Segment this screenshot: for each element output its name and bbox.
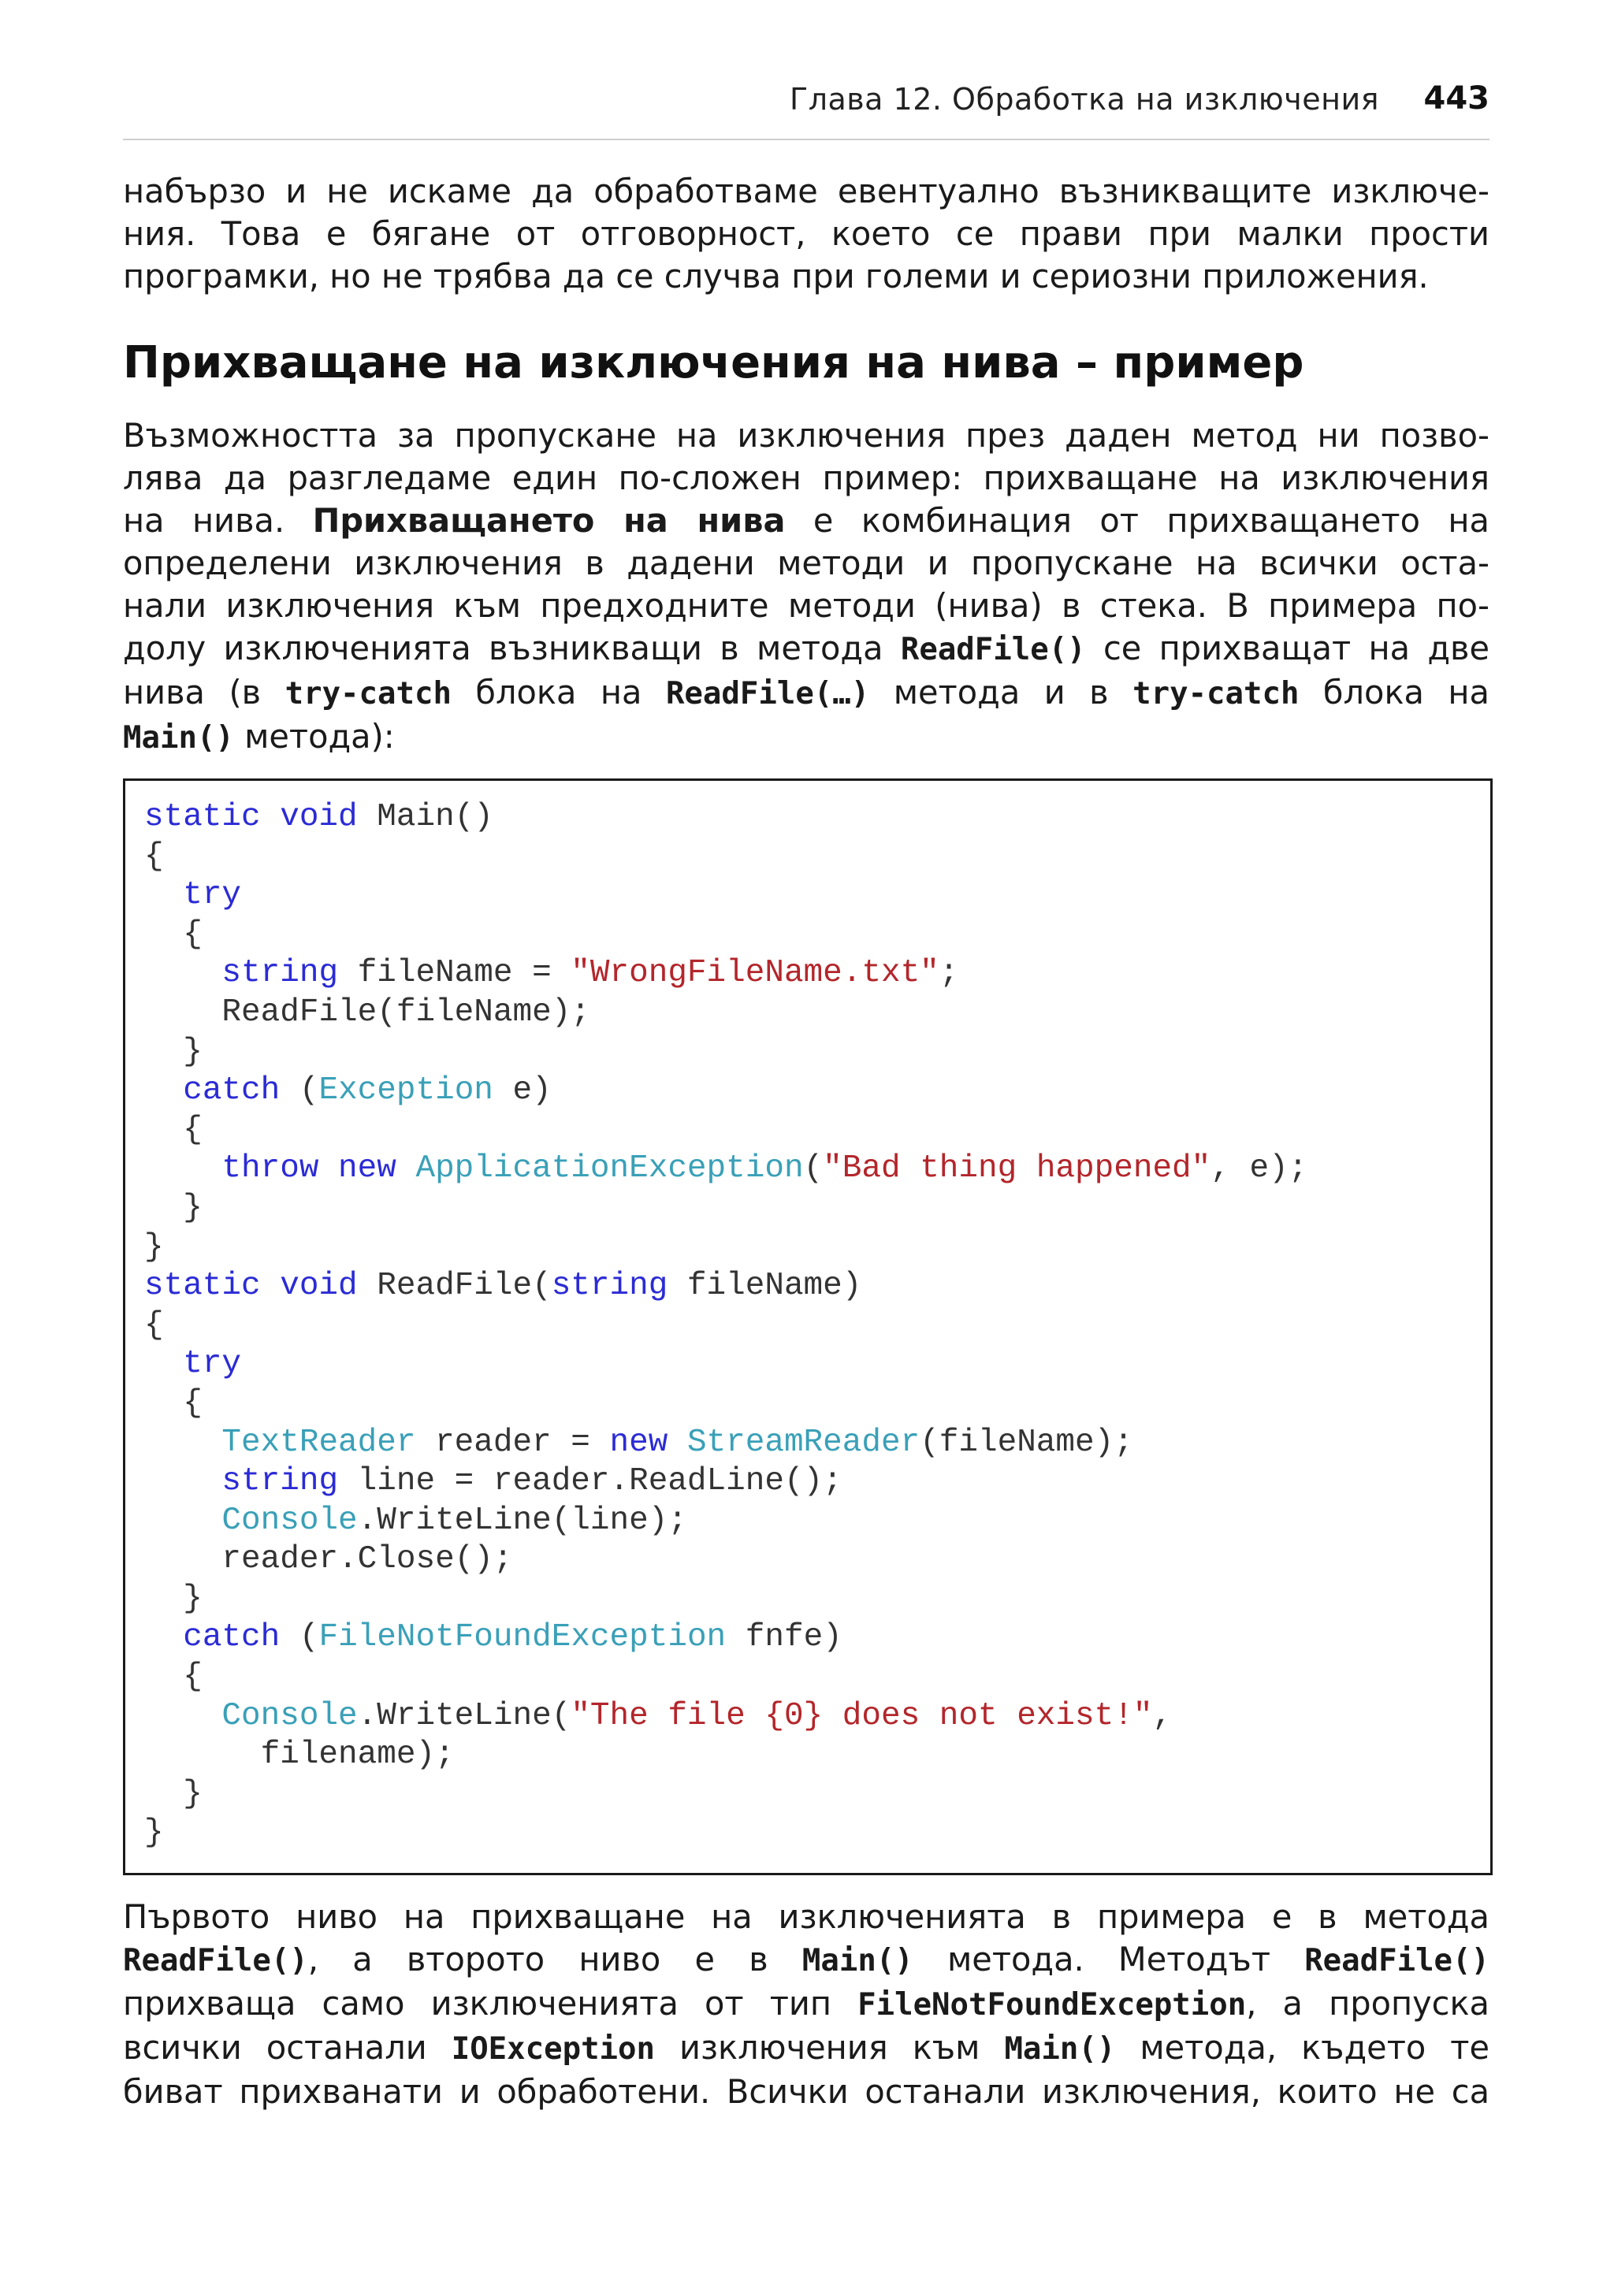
code-block: static void Main() { try { string fileName = "WrongFileName.txt"; ReadFile(fileName); } catch (Exception e) { throw new ApplicationException("Bad thing happened", e); } } static void ReadFile(string fileName) { try { TextReader reader = new StreamReader(fileName); string line = reader.ReadLine(); Console.WriteLine(line); reader.Close(); } catch (FileNotFoundException fnfe) { Console.WriteLine("The file {0} does not exist!", filename); } } bbox=[144, 799, 1308, 1852]
text-line: определени изключения в дадени методи и пропускане на всички оста- bbox=[123, 544, 1489, 582]
text-line: Първото ниво на прихващане на изключенията в примера е в метода bbox=[123, 1897, 1489, 1936]
page-number: 443 bbox=[1423, 80, 1489, 117]
followup-paragraph bbox=[123, 1896, 1489, 2113]
inline-code: IOException bbox=[451, 2031, 655, 2067]
inline-code: ReadFile() bbox=[1304, 1943, 1489, 1978]
text-line: биват прихванати и обработени. Всички останали изключения, които не са bbox=[123, 2072, 1489, 2111]
section-heading: Прихващане на изключения на нива – пример bbox=[123, 337, 1304, 388]
text-line: нива (в try-catch блока на ReadFile(…) метода и в try-catch блока на bbox=[123, 673, 1489, 711]
inline-code: Main() bbox=[1004, 2031, 1116, 2067]
intro-line: ния. Това е бягане от отговорност, което се прави при малки прости bbox=[123, 214, 1489, 253]
text-line: долу изключенията възникващи в метода ReadFile() се прихващат на две bbox=[123, 629, 1490, 667]
inline-code: Main() bbox=[123, 720, 234, 756]
inline-code: try-catch bbox=[1132, 676, 1300, 711]
inline-code: try-catch bbox=[284, 676, 452, 711]
intro-line: набързо и не искаме да обработваме евентуално възникващите изключе- bbox=[123, 172, 1489, 210]
chapter-title: Глава 12. Обработка на изключения bbox=[790, 82, 1379, 117]
explanation-paragraph bbox=[123, 414, 1489, 760]
inline-code: FileNotFoundException bbox=[857, 1987, 1247, 2023]
inline-code: ReadFile() bbox=[123, 1943, 308, 1978]
term-bold: Прихващането на нива bbox=[312, 501, 786, 540]
inline-code: ReadFile(…) bbox=[665, 676, 870, 711]
text-line: Main() метода): bbox=[123, 717, 395, 756]
text-line: нали изключения към предходните методи (нива) в стека. В примера по- bbox=[123, 586, 1489, 625]
text-line: Възможността за пропускане на изключения през даден метод ни позво- bbox=[123, 416, 1489, 455]
intro-paragraph bbox=[123, 170, 1489, 298]
text-line: всички останали IOException изключения към Main() метода, където те bbox=[123, 2028, 1489, 2067]
header-divider bbox=[123, 139, 1489, 140]
text-line: ReadFile(), а второто ниво е в Main() метода. Методът ReadFile() bbox=[123, 1940, 1489, 1978]
code-listing bbox=[123, 778, 1493, 1875]
intro-line: програмки, но не трябва да се случва при големи и сериозни приложения. bbox=[123, 257, 1429, 295]
inline-code: ReadFile() bbox=[900, 632, 1086, 667]
text-line: прихваща само изключенията от тип FileNotFoundException, а пропуска bbox=[123, 1984, 1489, 2023]
text-line: на нива. Прихващането на нива е комбинация от прихващането на bbox=[123, 501, 1489, 540]
text-line: лява да разгледаме един по-сложен пример: прихващане на изключения bbox=[123, 459, 1489, 497]
page-header bbox=[123, 82, 1489, 123]
inline-code: Main() bbox=[801, 1943, 913, 1978]
